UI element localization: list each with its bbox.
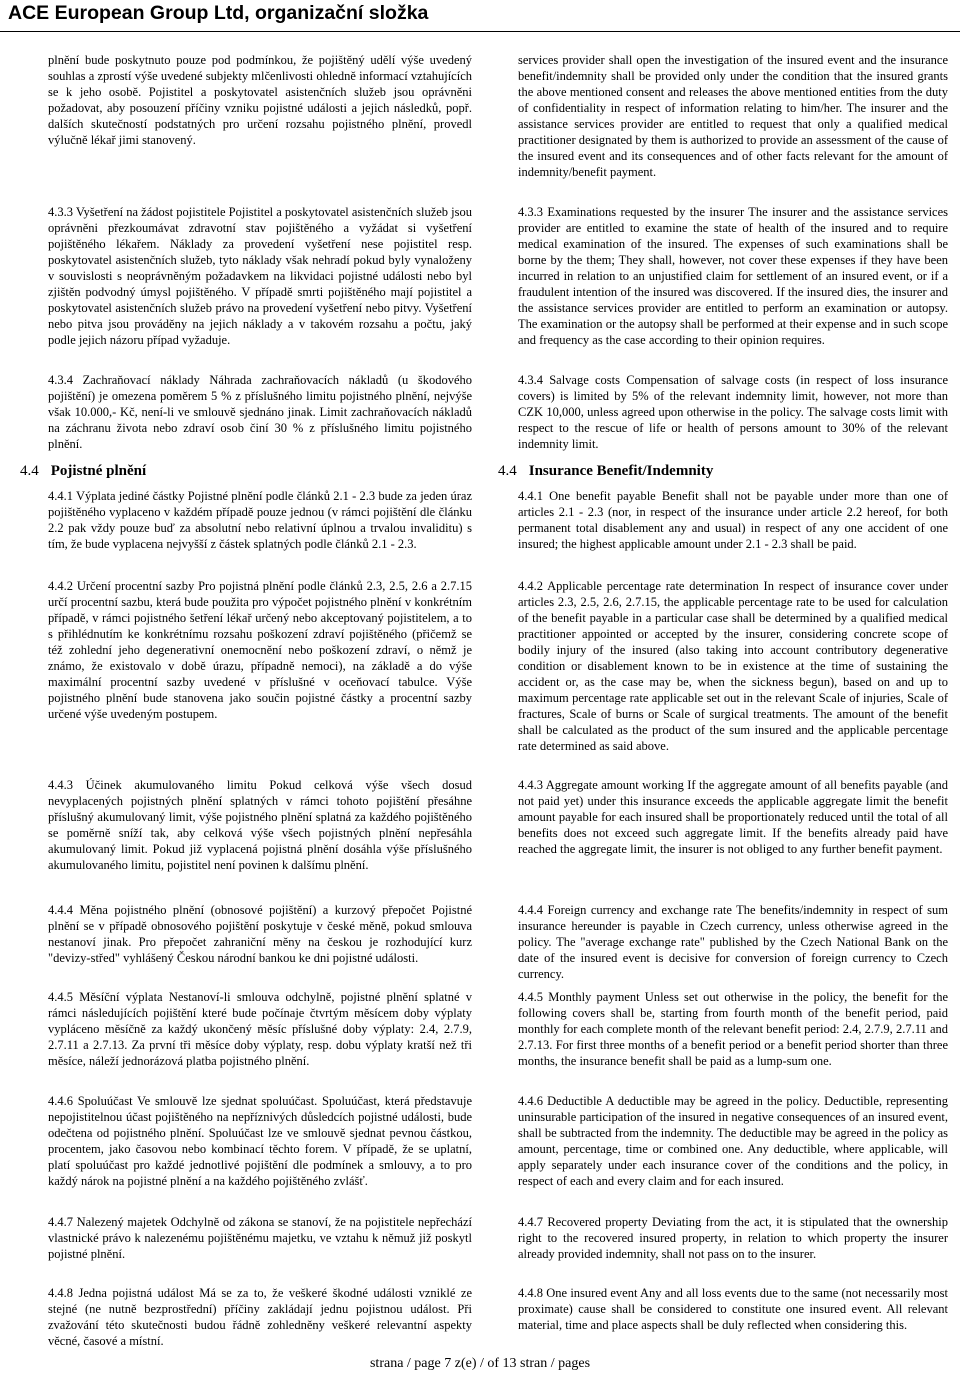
cz-paragraph-4-4-2: 4.4.2 Určení procentní sazby Pro pojistná plnění podle článků 2.3, 2.5, 2.6 a 2.7.15 určí procentní sazbu, která bude použita pro výpočet pojistného plnění v konkrétním případě, v rámci pojistného šetření lékař určený nebo akceptovaný pojistitelem, a to s přihlédnutím ke konkrétnímu rozsahu poškození zdraví pojištěného (přičemž se též zohlední jeho degenerativní onemocnění nebo poškození zdraví, o němž je známo, že existovalo v době úrazu, případně nemoci), na základě a do výše maximální procentní sazby uvedené v příslušné v oceňovací tabulce. Výše pojistného plnění bude stanovena jako součin pojistné částky a procentní sazby určené výše uvedeným postupem. (48, 579, 472, 721)
en-paragraph-intro: services provider shall open the investigation of the insured event and the insurance benefit/indemnity shall be provided only under the condition that the insured grants the above mentioned consent and releases the above mentioned entities from the duty of confidentiality in respect of information relating to him/her. The insurer and the assistance services provider are entitled to request that only a qualified medical practitioner designated by them is authorized to provide an assessment of the cause of the insured event and its consequences and of other facts relevant for the amount of indemnity/benefit payment. (518, 53, 948, 179)
en-paragraph-4-4-8: 4.4.8 One insured event Any and all loss events due to the same (not necessarily most proximate) cause shall be considered to constitute one insured event. All relevant material, time and place aspects shall be duly reflected when considering this. (518, 1286, 948, 1332)
en-section-4-4-heading (498, 461, 713, 481)
en-paragraph-4-4-4: 4.4.4 Foreign currency and exchange rate The benefits/indemnity in respect of sum insurance hereunder is payable in Czech currency, unless otherwise agreed in the policy. The "average exchange rate" published by the Czech National Bank on the date of the insured event is decisive for conversion of foreign currency to Czech currency. (518, 903, 948, 981)
en-paragraph-4-4-7: 4.4.7 Recovered property Deviating from the act, it is stipulated that the ownership right to the recovered insured property, in relation to which property the insurer already provided indemnity, shall not pass on to the insurer. (518, 1215, 948, 1261)
cz-paragraph-intro: plnění bude poskytnuto pouze pod podmínkou, že pojištěný udělí výše uvedený souhlas a zprostí výše uvedené subjekty mlčenlivosti ohledně informací vztahujících se k jeho osobě. Pojistitel a poskytovatel asistenčních služeb jsou oprávněni požadovat, aby posouzení příčiny vzniku pojistné události a jejich následků, popř. dalších skutečností podstatných pro určení rozsahu pojistného plnění, provedl výlučně lékař jimi stanovený. (48, 53, 472, 147)
en-paragraph-4-4-1: 4.4.1 One benefit payable Benefit shall not be payable under more than one of articles 2.1 - 2.3 (nor, in respect of the insurance under article 2.2 hereof, for both permanent total disablement any and usual) in respect of any one accident of one insured; the highest applicable amount under 2.1 - 2.3 shall be paid. (518, 489, 948, 551)
cz-paragraph-4-4-8: 4.4.8 Jedna pojistná událost Má se za to, že veškeré škodné události vzniklé ze stejné (ne nutně bezprostřední) příčiny zakládají jednu pojistnou událost. Při zvažování této skutečnosti budou řádně zohledněny veškeré relevantní aspekty věcné, časové a místní. (48, 1286, 472, 1348)
cz-paragraph-4-3-4: 4.3.4 Zachraňovací náklady Náhrada zachraňovacích nákladů (u škodového pojištění) je omezena poměrem 5 % z příslušného limitu pojistného plnění, nejvýše však 10.000,- Kč, není-li ve smlouvě sjednáno jinak. Limit zachraňovacích nákladů na záchranu života nebo zdraví osob činí 30 % z příslušného limitu pojistného plnění. (48, 373, 472, 451)
en-paragraph-4-4-6: 4.4.6 Deductible A deductible may be agreed in the policy. Deductible, representing uninsurable participation of the insured in negative consequences of an insured event, shall be subtracted from the indemnity. The deductible may be agreed in the policy as amount, percentage, time or combined one. Any deductible, where applicable, will apply separately under each insurance cover of the conditions and the policy, in respect of each and every claim and for each insured. (518, 1094, 948, 1188)
cz-section-4-4-heading (20, 461, 146, 481)
header-rule (0, 31, 960, 32)
cz-paragraph-4-4-1: 4.4.1 Výplata jediné částky Pojistné plnění podle článků 2.1 - 2.3 bude za jeden úraz pojištěného vyplaceno v každém případě pouze jednou (v rámci pojištění dle článku 2.2 pak vždy pouze buď za absolutní nebo relativní úplnou a trvalou invaliditu) s tím, že bude vyplacena nejvyšší z částek splatných podle článků 2.1 - 2.3. (48, 489, 472, 551)
en-section-number: 4.4 (498, 463, 517, 479)
document-header-title: ACE European Group Ltd, organizační složka (8, 2, 429, 24)
cz-paragraph-4-3-3: 4.3.3 Vyšetření na žádost pojistitele Pojistitel a poskytovatel asistenčních služeb jsou oprávněni přezkoumávat zdravotní stav pojištěného a vyžádat si vyšetření pojištěného lékařem. Náklady za provedení vyšetření nese pojistitel resp. poskytovatel asistenčních služeb, tyto náklady však nehradí pokud byly vynaloženy v souvislosti s neoprávněným požadavkem na likvidaci pojistné události nebo byl zjištěn podvodný úmysl pojištěného. V případě smrti pojištěného mají pojistitel a poskytovatel asistenčních služeb právo na provedení vyšetření nebo pitvy. Vyšetření nebo pitva jsou prováděny na jejich náklady a v takovém rozsahu a počtu, jaký podle jejich názoru případ vyžaduje. (48, 205, 472, 347)
cz-paragraph-4-4-4: 4.4.4 Měna pojistného plnění (obnosové pojištění) a kurzový přepočet Pojistné plnění se v případě obnosového pojištění poskytuje v české měně, pokud smlouva nestanoví jinak. Pro přepočet zahraniční měny na českou je rozhodující kurz "devizy-střed" vyhlášený Českou národní bankou ke dni pojistné události. (48, 903, 472, 965)
cz-section-title: Pojistné plnění (50, 463, 147, 479)
en-section-title: Insurance Benefit/Indemnity (528, 463, 714, 479)
en-paragraph-4-4-5: 4.4.5 Monthly payment Unless set out otherwise in the policy, the benefit for the following covers shall be, starting from fourth month of the benefit period, paid monthly for each complete month of the relevant benefit period: 2.4, 2.7.9, 2.7.11 and 2.7.13. For first three months of a benefit period or a benefit period shorter than three months, the insurance benefit shall be paid as a lump-sum one. (518, 990, 948, 1068)
cz-paragraph-4-4-7: 4.4.7 Nalezený majetek Odchylně od zákona se stanoví, že na pojistitele nepřechází vlastnické právo k nalezenému pojištěnému majetku, ve vztahu k němuž již poskytl pojistné plnění. (48, 1215, 472, 1261)
page-footer: strana / page 7 z(e) / of 13 stran / pages (369, 1356, 591, 1371)
cz-paragraph-4-4-3: 4.4.3 Účinek akumulovaného limitu Pokud celková výše všech dosud nevyplacených pojistných plnění splatných v rámci tohoto pojištění přesáhne příslušný akumulovaný limit, výše pojistného plnění splatná za každého pojištěného se poměrně sníží tak, aby celková výše všech pojistných plnění nepřesáhla akumulovaný limit. Pokud již vyplacená pojistná plnění dosáhla výše příslušného akumulovaného limitu, pojistitel není povinen k dalšímu plnění. (48, 778, 472, 872)
cz-paragraph-4-4-6: 4.4.6 Spoluúčast Ve smlouvě lze sjednat spoluúčast. Spoluúčast, která představuje nepojistitelnou účast pojištěného na nepříznivých důsledcích pojistné události, bude odečtena od pojistného plnění. Spoluúčast lze ve smlouvě sjednat pevnou částkou, procentem, jako časovou nebo kombinací těchto forem. V případě, že se uplatní, platí spoluúčast pro každé jednotlivé pojištění dle podmínek a smlouvy, a to pro každý nárok na pojistné plnění a na každého pojištěného zvlášť. (48, 1094, 472, 1188)
cz-section-number: 4.4 (20, 463, 39, 479)
en-paragraph-4-4-2: 4.4.2 Applicable percentage rate determination In respect of insurance cover under articles 2.3, 2.5, 2.6, 2.7.15, the applicable percentage rate to be used for calculation of the benefit payable in a particular case shall be determined by a qualified medical practitioner appointed or accepted by the insurer, considering concrete scope of bodily injury of the insured (also taking into account contributory degenerative condition or disablement known to be in existence at the time of sustaining the accident or, as the case may be, when the sickness begun), based on and up to maximum percentage rate applicable set out in the relevant Scale of injuries, Scale of fractures, Scale of burns or Scale of surgical treatments. The amount of the benefit shall be calculated as the product of the sum insured and the applicable percentage rate determined as said above. (518, 579, 948, 753)
en-paragraph-4-4-3: 4.4.3 Aggregate amount working If the aggregate amount of all benefits payable (and not paid yet) under this insurance exceeds the applicable aggregate limit the benefit amount payable for each insured shall be proportionately reduced until the total of all benefits does not exceed such aggregate limit. If the benefits already paid have reached the aggregate limit, the insurer is not obliged to any further benefit payment. (518, 778, 948, 856)
en-paragraph-4-3-3: 4.3.3 Examinations requested by the insurer The insurer and the assistance services provider are entitled to examine the state of health of the insured and to require medical examination of the insured. The expenses of such examinations shall be borne by the them; They shall, however, not cover these expenses if they have been incurred in relation to an unjustified claim for settlement of an insured event, or if a fraudulent intention of the insured was discovered. If the insured dies, the insurer and the assistance services provider are entitled to perform an examination or autopsy. The examination or the autopsy shall be performed at their expense and in such scope and frequency as the case according to their opinion requires. (518, 205, 948, 347)
cz-paragraph-4-4-5: 4.4.5 Měsíční výplata Nestanoví-li smlouva odchylně, pojistné plnění splatné v rámci následujících pojištění které bude počínaje čtvrtým měsícem doby výplaty vypláceno měsíčně za každý ukončený měsíc příslušné doby výplaty: 2.4, 2.7.9, 2.7.11 a 2.7.13. Za první tři měsíce doby výplaty, resp. dobu výplaty kratší než tři měsíce, náleží jednorázová platba pojistného plnění. (48, 990, 472, 1068)
en-paragraph-4-3-4: 4.3.4 Salvage costs Compensation of salvage costs (in respect of loss insurance covers) is limited by 5% of the relevant indemnity limit, however, not more than CZK 10,000, unless agreed upon otherwise in the policy. The salvage costs limit with respect to the rescue of life or health of persons amount to 30% of the relevant indemnity limit. (518, 373, 948, 451)
